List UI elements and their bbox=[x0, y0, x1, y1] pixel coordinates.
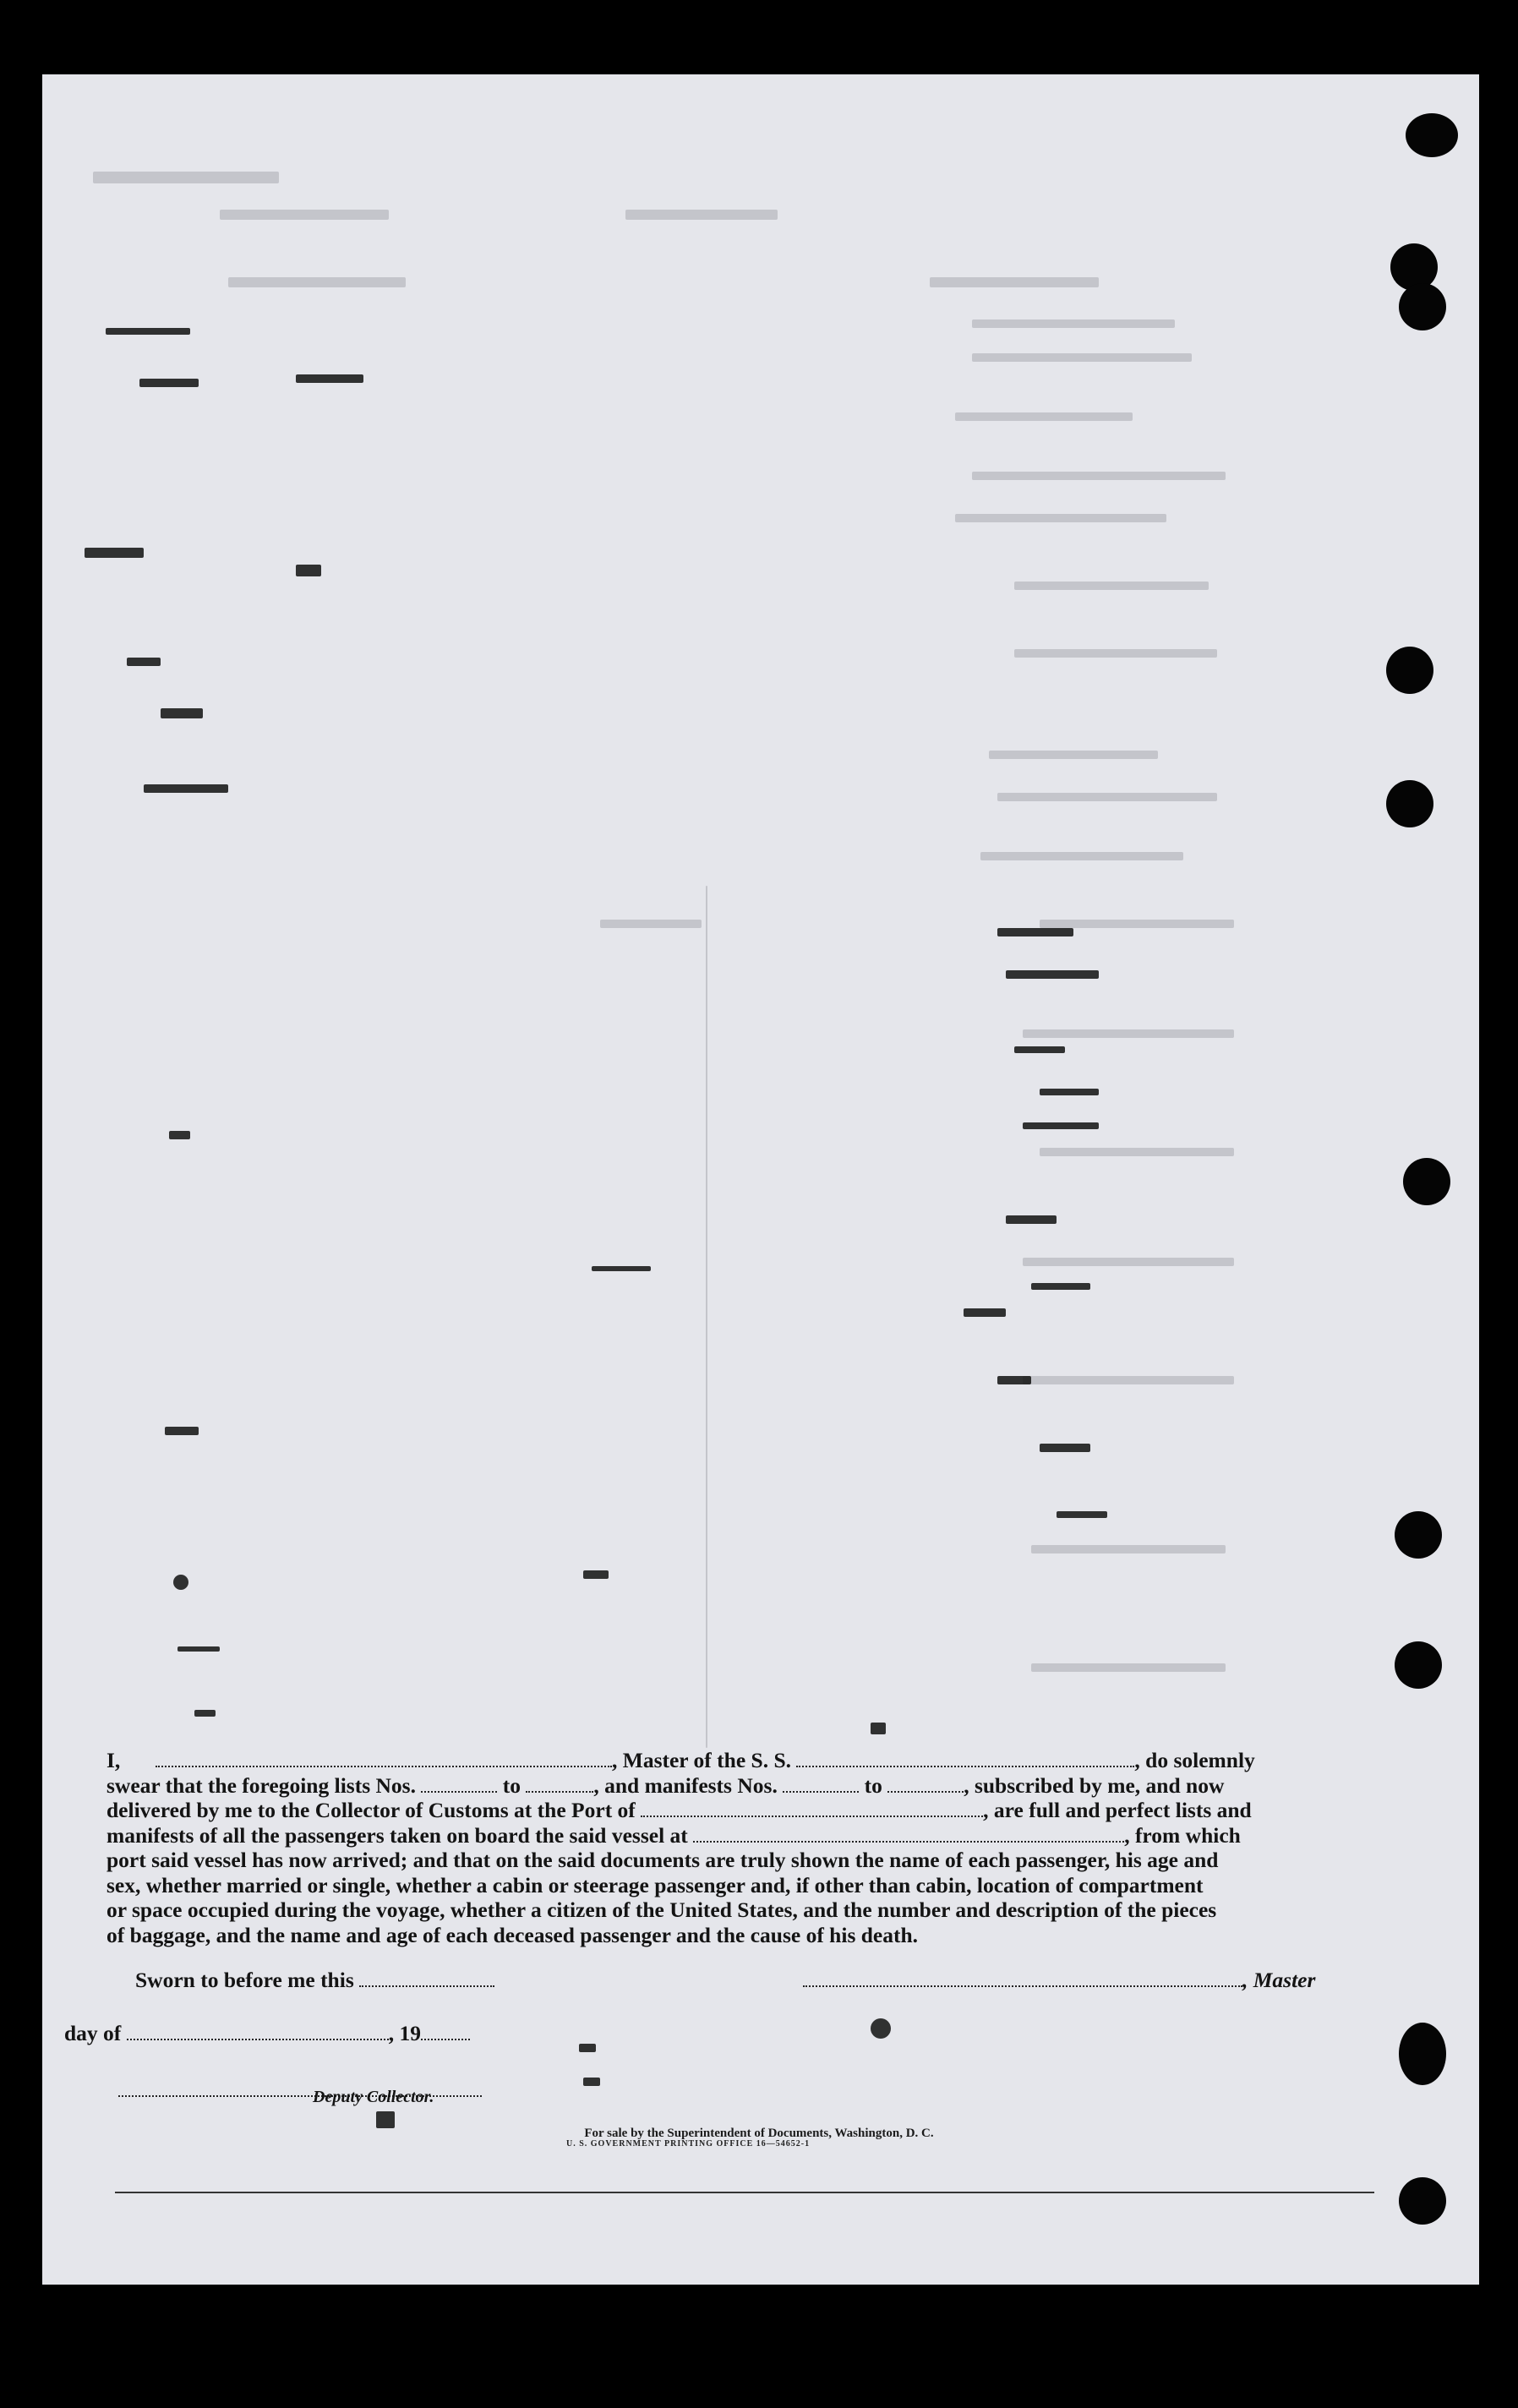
punch-hole bbox=[1395, 1641, 1442, 1689]
punch-hole bbox=[1406, 113, 1458, 157]
master-name-blank[interactable] bbox=[156, 1749, 612, 1767]
ship-name-blank[interactable] bbox=[796, 1749, 1134, 1767]
port-of-departure-blank[interactable] bbox=[693, 1824, 1124, 1843]
punch-hole bbox=[1386, 647, 1433, 694]
list-from-blank[interactable] bbox=[421, 1774, 497, 1793]
punch-hole bbox=[1399, 2023, 1446, 2085]
manifest-to-blank[interactable] bbox=[887, 1774, 964, 1793]
declaration-line-5: port said vessel has now arrived; and that on the said documents are truly shown the name of each passenger, his age and bbox=[106, 1848, 1219, 1872]
sworn-line: Sworn to before me this bbox=[135, 1968, 494, 1993]
port-of-arrival-blank[interactable] bbox=[641, 1799, 983, 1817]
declaration-line-2: swear that the foregoing lists Nos. to , and manifests Nos. to , subscribed by me, and now bbox=[106, 1772, 1225, 1798]
punch-hole bbox=[1386, 780, 1433, 827]
footer-rule bbox=[115, 2192, 1374, 2193]
day-of-line: day of , 19 bbox=[64, 2021, 470, 2046]
sale-notice: For sale by the Superintendent of Documents, Washington, D. C. bbox=[584, 2127, 934, 2140]
declaration-line-7: or space occupied during the voyage, whether a citizen of the United States, and the number and description of the pieces bbox=[106, 1897, 1217, 1922]
declaration-line-6: sex, whether married or single, whether a cabin or steerage passenger and, if other than cabin, location of compartment bbox=[106, 1872, 1204, 1897]
deputy-collector-label: Deputy Collector. bbox=[313, 2088, 434, 2106]
declaration-line-4: manifests of all the passengers taken on board the said vessel at , from which bbox=[106, 1822, 1241, 1848]
master-signature-blank[interactable] bbox=[803, 1968, 1242, 1987]
manifest-from-blank[interactable] bbox=[783, 1774, 859, 1793]
punch-hole bbox=[1399, 283, 1446, 330]
month-blank[interactable] bbox=[127, 2022, 389, 2040]
declaration-line-1: I, , Master of the S. S. , do solemnly bbox=[106, 1748, 1255, 1772]
declaration-line-3: delivered by me to the Collector of Customs at the Port of , are full and perfect lists and bbox=[106, 1798, 1252, 1822]
master-declaration bbox=[106, 1748, 1374, 1947]
list-to-blank[interactable] bbox=[526, 1774, 593, 1793]
master-signature-line: , Master bbox=[803, 1968, 1315, 1993]
punch-hole bbox=[1399, 2177, 1446, 2225]
declaration-line-8: of baggage, and the name and age of each deceased passenger and the cause of his death. bbox=[106, 1922, 919, 1947]
form-page bbox=[42, 74, 1479, 2285]
punch-hole bbox=[1403, 1158, 1450, 1205]
year-blank[interactable] bbox=[421, 2022, 470, 2040]
printing-office-imprint: U. S. GOVERNMENT PRINTING OFFICE 16—54652-1 bbox=[566, 2139, 811, 2149]
sworn-date-blank[interactable] bbox=[359, 1968, 494, 1987]
punch-hole bbox=[1395, 1511, 1442, 1559]
